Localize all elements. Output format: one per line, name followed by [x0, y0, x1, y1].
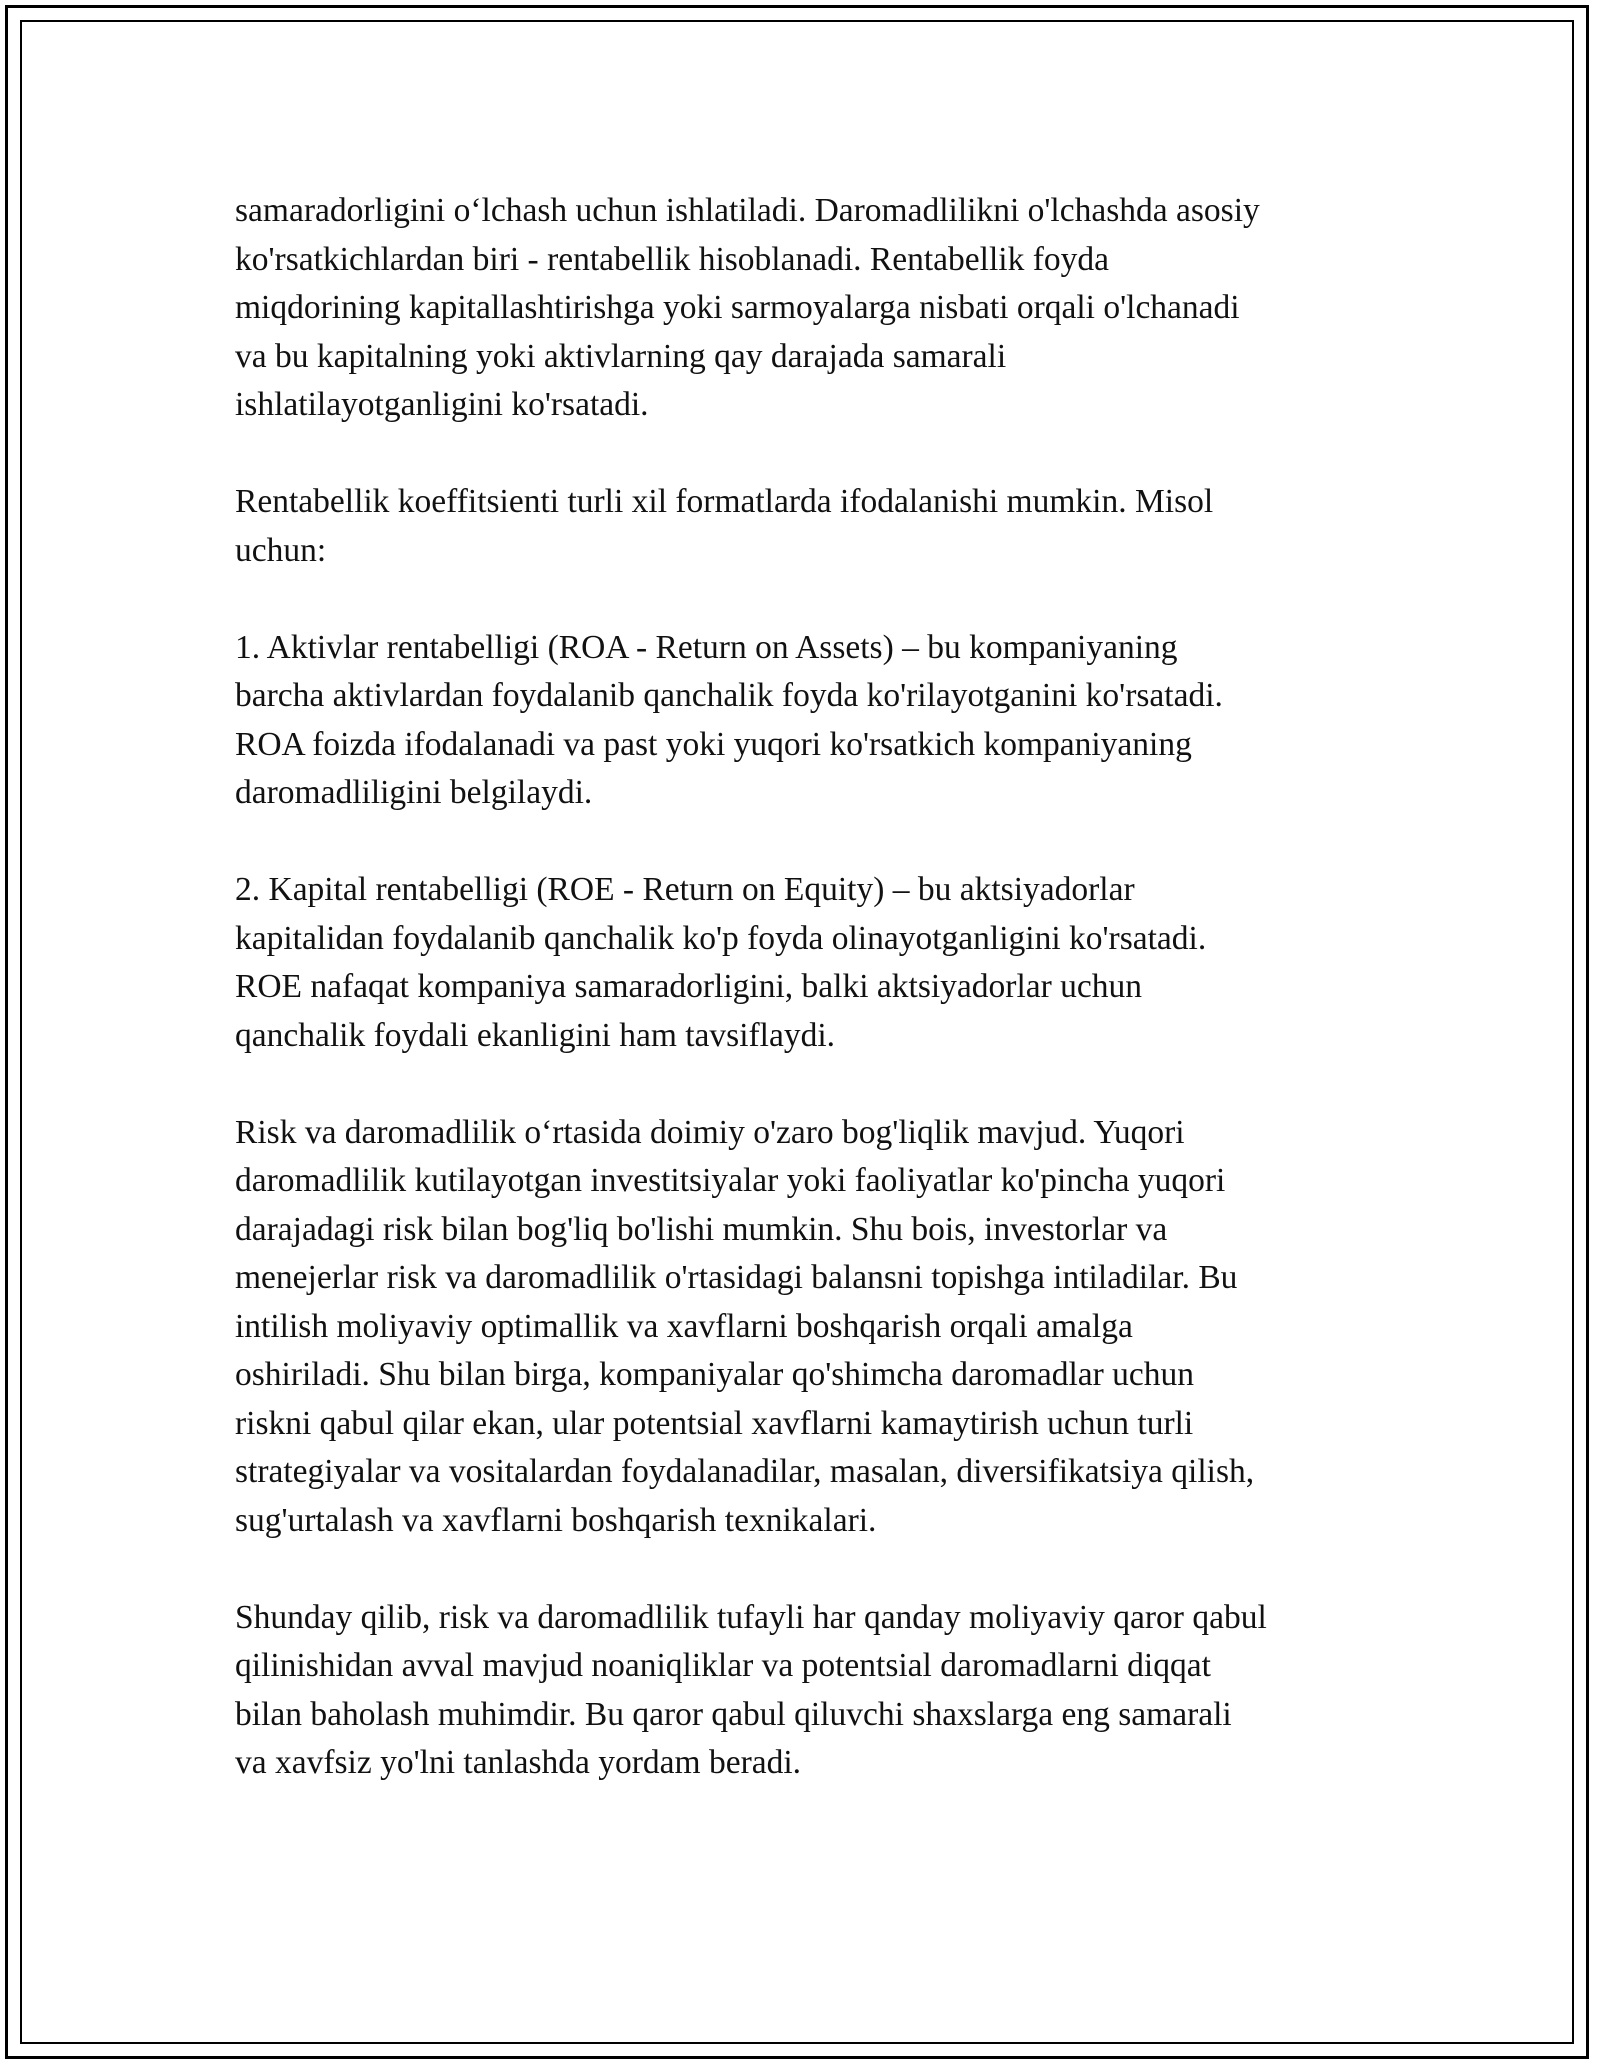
text-line: barcha aktivlardan foydalanib qanchalik foyda ko'rilayotganini ko'rsatadi.	[235, 677, 1223, 714]
text-line: ishlatilayotganligini ko'rsatadi.	[235, 386, 649, 423]
text-line: daromadlilik kutilayotgan investitsiyalar yoki faoliyatlar ko'pincha yuqori	[235, 1162, 1226, 1199]
text-line: ko'rsatkichlardan biri - rentabellik hisoblanadi. Rentabellik foyda	[235, 240, 1109, 278]
text-line: ROE nafaqat kompaniya samaradorligini, balki aktsiyadorlar uchun	[235, 968, 1143, 1005]
text-line: miqdorining kapitallashtirishga yoki sarmoyalarga nisbati orqali o'lchanadi	[235, 289, 1240, 326]
text-line: bilan baholash muhimdir. Bu qaror qabul qiluvchi shaxslarga eng samarali	[235, 1695, 1232, 1733]
text-line: qilinishidan avval mavjud noaniqliklar va potentsial daromadlarni diqqat	[235, 1647, 1211, 1684]
text-line: kapitalidan foydalanib qanchalik ko'p foyda olinayotganligini ko'rsatadi.	[235, 919, 1207, 957]
paragraph-xulosa	[235, 1594, 1395, 1788]
text-line: 2. Kapital rentabelligi (ROE - Return on Equity) – bu aktsiyadorlar	[235, 871, 1135, 908]
text-line: sug'urtalash va xavflarni boshqarish texnikalari.	[235, 1501, 877, 1539]
text-line: uchun:	[235, 531, 327, 569]
text-line: Risk va daromadlilik o‘rtasida doimiy o'zaro bog'liqlik mavjud. Yuqori	[235, 1113, 1185, 1151]
text-line: samaradorligini o‘lchash uchun ishlatiladi. Daromadlilikni o'lchashda asosiy	[235, 192, 1260, 229]
paragraph-koeffitsient-formatlari	[235, 478, 1395, 575]
text-line: Shunday qilib, risk va daromadlilik tufayli har qanday moliyaviy qaror qabul	[235, 1598, 1267, 1636]
text-line: menejerlar risk va daromadlilik o'rtasidagi balansni topishga intiladilar. Bu	[235, 1259, 1238, 1296]
document-body	[235, 187, 1395, 1788]
text-line: darajadagi risk bilan bog'liq bo'lishi mumkin. Shu bois, investorlar va	[235, 1210, 1168, 1248]
text-line: va bu kapitalning yoki aktivlarning qay darajada samarali	[235, 337, 1007, 375]
text-line: Rentabellik koeffitsienti turli xil formatlarda ifodalanishi mumkin. Misol	[235, 483, 1214, 520]
text-line: oshiriladi. Shu bilan birga, kompaniyalar qo'shimcha daromadlar uchun	[235, 1356, 1195, 1393]
text-line: strategiyalar va vositalardan foydalanadilar, masalan, diversifikatsiya qilish,	[235, 1453, 1255, 1490]
text-line: daromadliligini belgilaydi.	[235, 774, 593, 811]
list-item-roa	[235, 624, 1395, 818]
text-line: va xavfsiz yo'lni tanlashda yordam beradi.	[235, 1744, 802, 1781]
paragraph-rentabellik-intro	[235, 187, 1395, 430]
text-line: intilish moliyaviy optimallik va xavflarni boshqarish orqali amalga	[235, 1307, 1133, 1345]
paragraph-risk-daromadlilik	[235, 1109, 1395, 1546]
text-line: 1. Aktivlar rentabelligi (ROA - Return on Assets) – bu kompaniyaning	[235, 628, 1178, 666]
text-line: ROA foizda ifodalanadi va past yoki yuqori ko'rsatkich kompaniyaning	[235, 725, 1192, 763]
list-item-roe	[235, 866, 1395, 1060]
text-line: qanchalik foydali ekanligini ham tavsiflaydi.	[235, 1016, 836, 1054]
text-line: riskni qabul qilar ekan, ular potentsial xavflarni kamaytirish uchun turli	[235, 1404, 1194, 1442]
